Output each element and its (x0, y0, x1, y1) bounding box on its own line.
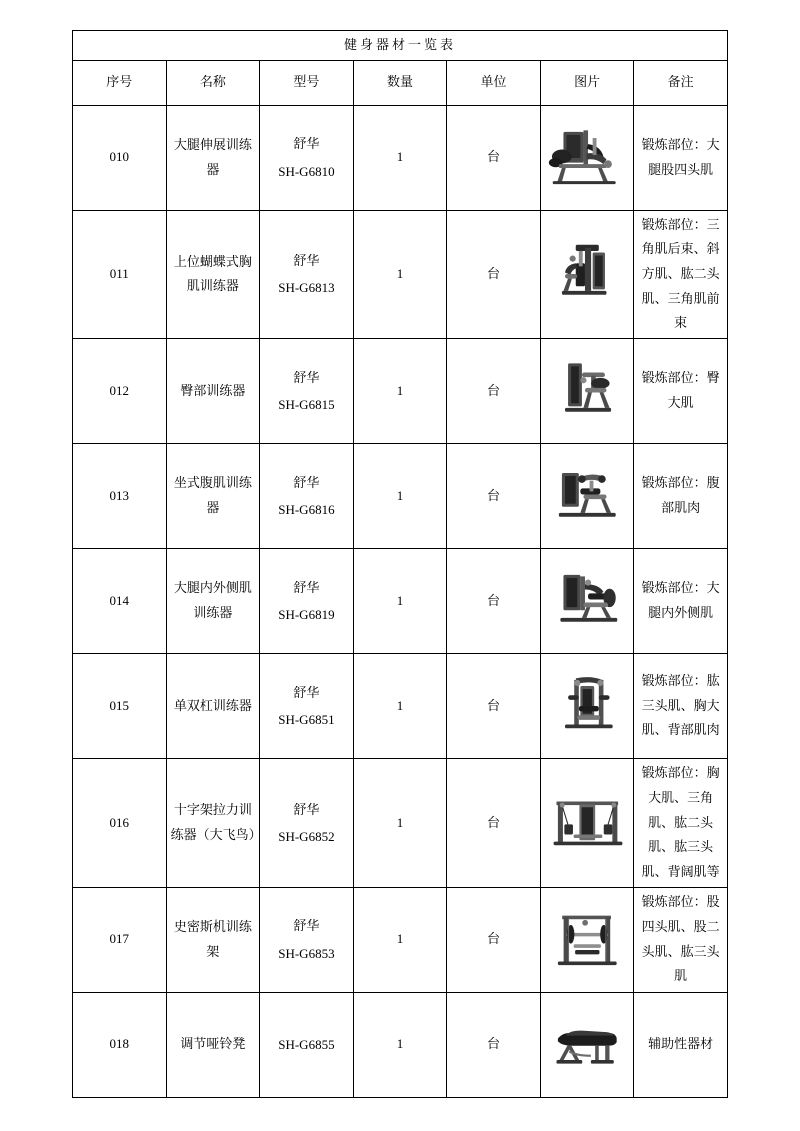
cell-picture (540, 654, 634, 759)
cell-model (260, 339, 354, 444)
cell-picture (540, 992, 634, 1097)
table-header-row (73, 60, 728, 105)
equipment-table (72, 30, 728, 1098)
cell-no: 010 (73, 105, 167, 210)
cell-model (260, 654, 354, 759)
cell-model (260, 549, 354, 654)
adjustable-dumbbell-bench-photo (545, 999, 630, 1091)
hip-adductor-machine-photo (545, 555, 630, 647)
cell-name: 史密斯机训练架 (166, 887, 260, 992)
cell-model-text: SH-G6855 (278, 1036, 335, 1052)
cell-model-text: SH-G6819 (278, 607, 335, 623)
table-row (73, 654, 728, 759)
cell-model-text: SH-G6852 (278, 828, 335, 844)
cell-no: 017 (73, 887, 167, 992)
glute-machine-photo (545, 345, 630, 437)
cell-note: 锻炼部位：胸大肌、三角肌、肱二头肌、肱三头肌、背阔肌等 (634, 759, 728, 887)
cell-unit: 台 (447, 105, 541, 210)
cell-no: 018 (73, 992, 167, 1097)
cell-brand-text: 舒华 (293, 474, 320, 490)
cell-qty: 1 (353, 887, 447, 992)
cell-note: 锻炼部位：大腿内外侧肌 (634, 549, 728, 654)
table-row (73, 105, 728, 210)
cell-unit: 台 (447, 444, 541, 549)
cell-brand-text: 舒华 (293, 801, 320, 817)
cell-no: 015 (73, 654, 167, 759)
cell-qty: 1 (353, 339, 447, 444)
cell-qty: 1 (353, 992, 447, 1097)
cell-brand-text: 舒华 (293, 253, 320, 269)
cell-qty: 1 (353, 654, 447, 759)
cell-model (260, 105, 354, 210)
cell-model-text: SH-G6815 (278, 397, 335, 413)
table-row (73, 549, 728, 654)
column-header-name: 名称 (166, 60, 260, 105)
table-row (73, 339, 728, 444)
cell-name: 十字架拉力训练器（大飞鸟） (166, 759, 260, 887)
cell-note: 锻炼部位：大腿股四头肌 (634, 105, 728, 210)
cell-model-text: SH-G6816 (278, 502, 335, 518)
table-row (73, 887, 728, 992)
cell-name: 坐式腹肌训练器 (166, 444, 260, 549)
page-title: 健身器材一览表 (73, 31, 728, 61)
cell-name: 单双杠训练器 (166, 654, 260, 759)
cell-picture (540, 339, 634, 444)
cell-model-text: SH-G6853 (278, 945, 335, 961)
cell-no: 014 (73, 549, 167, 654)
cell-brand-text: 舒华 (293, 684, 320, 700)
cell-picture (540, 549, 634, 654)
leg-extension-machine-photo (545, 112, 630, 204)
column-header-model: 型号 (260, 60, 354, 105)
pec-fly-machine-photo (545, 228, 630, 320)
cell-unit: 台 (447, 549, 541, 654)
cell-name: 调节哑铃凳 (166, 992, 260, 1097)
cell-name: 大腿内外侧肌训练器 (166, 549, 260, 654)
cell-model-text: SH-G6851 (278, 712, 335, 728)
cell-qty: 1 (353, 210, 447, 338)
smith-machine-photo (545, 894, 630, 986)
dip-chin-assist-machine-photo (545, 660, 630, 752)
cell-qty: 1 (353, 105, 447, 210)
cell-model (260, 210, 354, 338)
table-row (73, 759, 728, 887)
cell-note: 锻炼部位：臀大肌 (634, 339, 728, 444)
cell-picture (540, 759, 634, 887)
cell-no: 012 (73, 339, 167, 444)
cell-qty: 1 (353, 444, 447, 549)
cell-unit: 台 (447, 887, 541, 992)
cell-picture (540, 210, 634, 338)
cell-note: 锻炼部位：腹部肌肉 (634, 444, 728, 549)
cell-model (260, 887, 354, 992)
cell-model (260, 759, 354, 887)
cable-crossover-machine-photo (545, 777, 630, 869)
column-header-unit: 单位 (447, 60, 541, 105)
table-row (73, 444, 728, 549)
cell-model (260, 992, 354, 1097)
cell-brand-text: 舒华 (293, 918, 320, 934)
column-header-picture: 图片 (540, 60, 634, 105)
cell-unit: 台 (447, 654, 541, 759)
cell-name: 大腿伸展训练器 (166, 105, 260, 210)
cell-model (260, 444, 354, 549)
cell-qty: 1 (353, 759, 447, 887)
cell-brand-text: 舒华 (293, 369, 320, 385)
cell-name: 上位蝴蝶式胸肌训练器 (166, 210, 260, 338)
table-row (73, 992, 728, 1097)
cell-no: 013 (73, 444, 167, 549)
cell-picture (540, 105, 634, 210)
cell-name: 臀部训练器 (166, 339, 260, 444)
cell-brand-text: 舒华 (293, 579, 320, 595)
cell-brand-text: 舒华 (293, 136, 320, 152)
cell-note: 锻炼部位：肱三头肌、胸大肌、背部肌肉 (634, 654, 728, 759)
cell-note: 锻炼部位：三角肌后束、斜方肌、肱二头肌、三角肌前束 (634, 210, 728, 338)
cell-no: 016 (73, 759, 167, 887)
table-row (73, 210, 728, 338)
column-header-no: 序号 (73, 60, 167, 105)
cell-unit: 台 (447, 759, 541, 887)
column-header-note: 备注 (634, 60, 728, 105)
cell-unit: 台 (447, 210, 541, 338)
cell-unit: 台 (447, 339, 541, 444)
cell-model-text: SH-G6810 (278, 163, 335, 179)
cell-qty: 1 (353, 549, 447, 654)
seated-abdominal-machine-photo (545, 450, 630, 542)
cell-picture (540, 444, 634, 549)
cell-note: 辅助性器材 (634, 992, 728, 1097)
cell-unit: 台 (447, 992, 541, 1097)
cell-no: 011 (73, 210, 167, 338)
table-title-row (73, 31, 728, 61)
cell-note: 锻炼部位：股四头肌、股二头肌、肱三头肌 (634, 887, 728, 992)
cell-model-text: SH-G6813 (278, 280, 335, 296)
column-header-qty: 数量 (353, 60, 447, 105)
cell-picture (540, 887, 634, 992)
